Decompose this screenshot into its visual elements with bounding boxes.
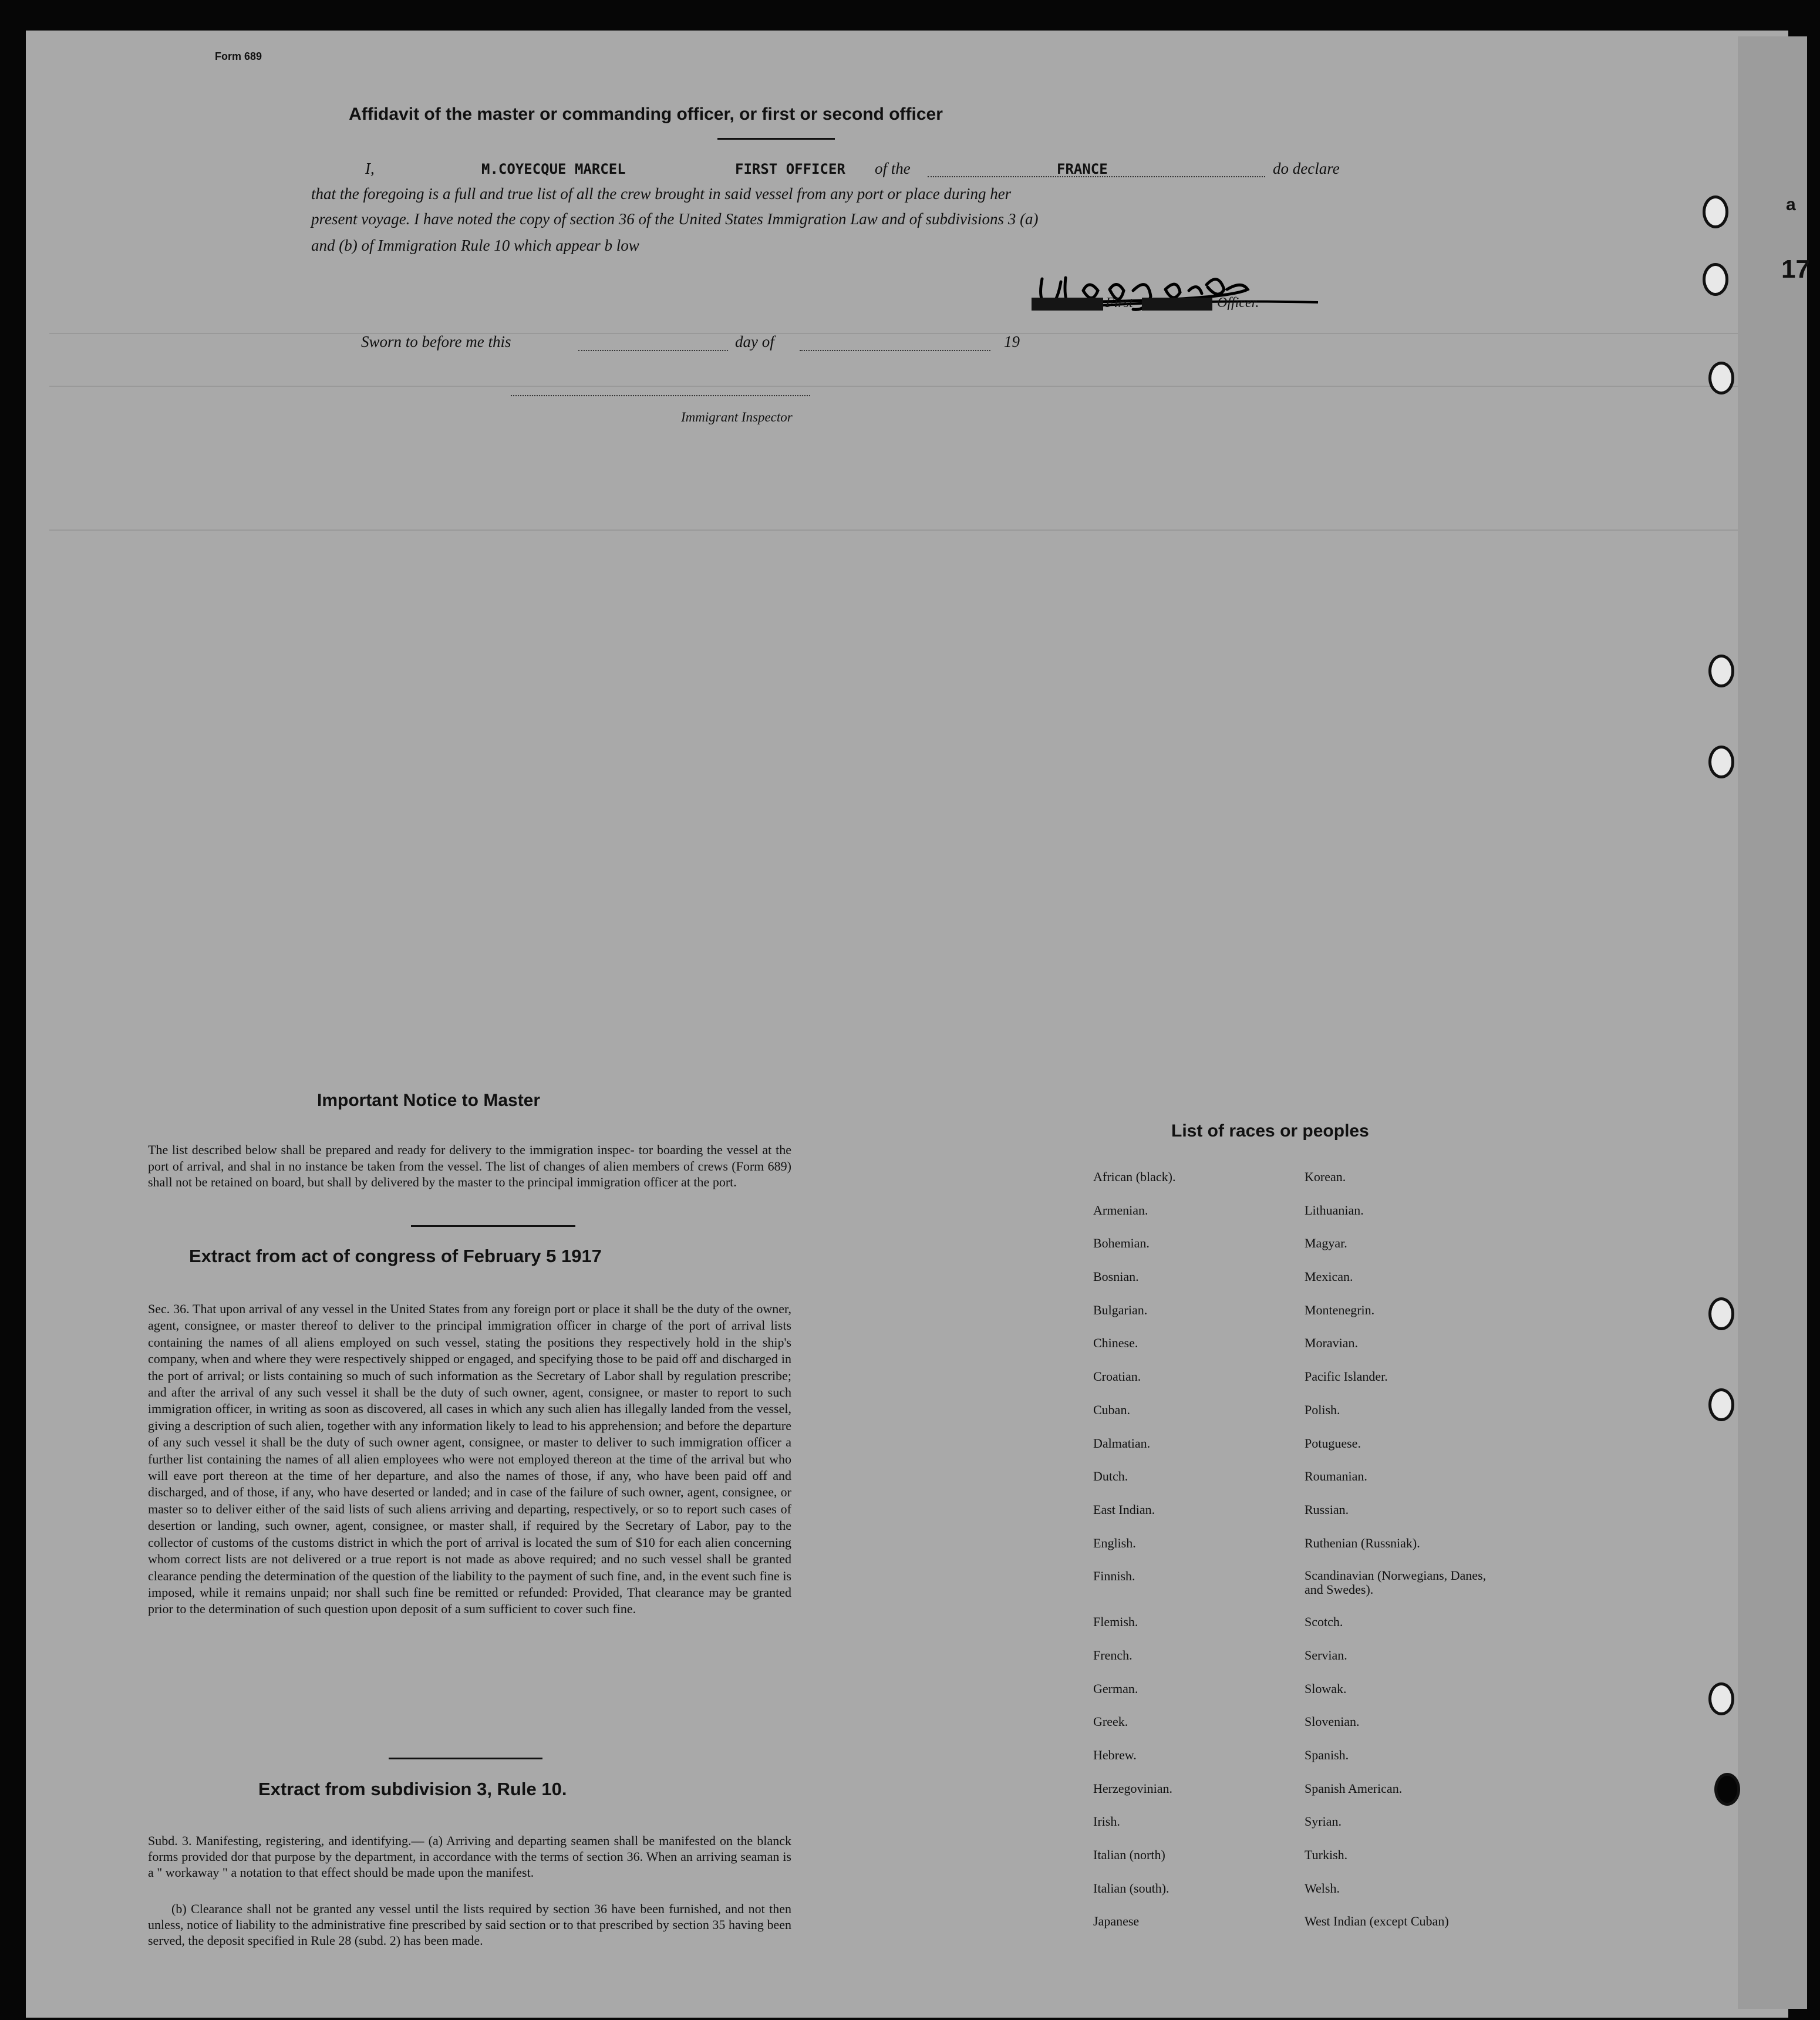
title-underline: [717, 138, 835, 140]
sworn-label: Sworn to before me this: [361, 333, 511, 350]
race-item: Montenegrin.: [1305, 1302, 1375, 1317]
day-of-label: day of: [735, 333, 774, 350]
race-item: Scotch.: [1305, 1614, 1343, 1630]
races-title: List of races or peoples: [1171, 1121, 1369, 1141]
edge-number: 17: [1781, 255, 1810, 284]
notice-text: The list described below shall be prepared and ready for delivery to the immigration inspec- tor boarding the vessel at the port of arrival, and shal in no instance be taken from the vessel. The list of changes of alien members of crews (Form 689) shall not be retained on board, but shall by delivered by the master to the principal immigration officer at the port.: [148, 1142, 791, 1189]
race-item: Italian (south).: [1093, 1880, 1169, 1896]
race-item: East Indian.: [1093, 1502, 1155, 1517]
inspector-caption: Immigrant Inspector: [681, 410, 793, 424]
race-item: Syrian.: [1305, 1814, 1342, 1829]
race-item: Korean.: [1305, 1169, 1346, 1184]
underlying-sheet-edge: [1738, 36, 1810, 2009]
races-list-right: [1305, 1169, 1504, 1947]
race-item: Herzegovinian.: [1093, 1780, 1172, 1796]
race-item: Ruthenian (Russniak).: [1305, 1535, 1420, 1550]
race-item: Servian.: [1305, 1647, 1347, 1662]
affidavit-line-3: present voyage. I have noted the copy of section 36 of the United States Immigration Law and of subdivisions 3 (a): [311, 210, 1039, 228]
year-label: 19: [1004, 333, 1020, 350]
inspector-signature-line: [511, 395, 810, 396]
race-item: Dutch.: [1093, 1469, 1128, 1484]
rule-subd-b: (b) Clearance shall not be granted any vessel until the lists required by section 36 have been furnished, and not then unless, notice of liability to the administrative fine prescribed by said section or to that prescribed by section 35 having been served, the deposit specified in Rule 28 (subd. 2) has been made.: [148, 1901, 791, 1948]
binder-hole-icon: [1703, 263, 1728, 296]
race-item: Slowak.: [1305, 1681, 1347, 1696]
rule-title: Extract from subdivision 3, Rule 10.: [258, 1779, 567, 1799]
affiant-rank: FIRST OFFICER: [735, 161, 845, 177]
edge-letter: a: [1786, 195, 1796, 214]
officer-caption: First: [1106, 295, 1133, 311]
race-item: Scandinavian (Norwegians, Danes, and Swedes).: [1305, 1568, 1487, 1597]
race-item: Cuban.: [1093, 1402, 1130, 1417]
race-item: Spanish American.: [1305, 1780, 1403, 1796]
race-item: Armenian.: [1093, 1202, 1148, 1218]
race-item: English.: [1093, 1535, 1136, 1550]
race-item: Russian.: [1305, 1502, 1349, 1517]
of-the-label: of the: [875, 160, 911, 177]
race-item: Potuguese.: [1305, 1435, 1361, 1451]
bleed-through-rule: [49, 530, 1740, 531]
bleed-through-rule: [49, 333, 1740, 334]
bleed-through-rule: [49, 386, 1740, 387]
officer-suffix: Officer.: [1217, 295, 1259, 311]
race-item: Welsh.: [1305, 1880, 1340, 1896]
race-item: Pacific Islander.: [1305, 1369, 1388, 1384]
race-item: Spanish.: [1305, 1748, 1349, 1762]
affidavit-i-label: I,: [365, 160, 375, 177]
affidavit-line-2: that the foregoing is a full and true list of all the crew brought in said vessel from any port or place during her: [311, 185, 1012, 203]
form-sheet: [26, 31, 1788, 2018]
race-item: Dalmatian.: [1093, 1435, 1151, 1451]
struck-out-text: [1142, 298, 1212, 311]
binder-hole-icon: [1708, 746, 1734, 778]
binder-hole-icon: [1708, 1682, 1734, 1715]
binder-hole-icon: [1708, 1297, 1734, 1330]
sworn-month-line: [800, 350, 990, 351]
officer-signature: [1030, 267, 1324, 320]
race-item: Polish.: [1305, 1402, 1340, 1417]
race-item: Flemish.: [1093, 1614, 1138, 1630]
race-item: Finnish.: [1093, 1569, 1135, 1584]
binder-hole-icon: [1703, 195, 1728, 228]
form-number: Form 689: [215, 50, 262, 62]
race-item: Mexican.: [1305, 1269, 1353, 1284]
affidavit-line-4: and (b) of Immigration Rule 10 which appear b low: [311, 237, 639, 254]
struck-out-text: [1032, 298, 1103, 311]
signature-icon: [1030, 267, 1324, 320]
race-item: Moravian.: [1305, 1336, 1359, 1351]
race-item: French.: [1093, 1647, 1133, 1662]
race-item: West Indian (except Cuban): [1305, 1914, 1449, 1929]
race-item: Lithuanian.: [1305, 1202, 1364, 1218]
race-item: Greek.: [1093, 1714, 1128, 1729]
race-item: Roumanian.: [1305, 1469, 1367, 1484]
sworn-day-line: [578, 350, 728, 351]
race-item: Slovenian.: [1305, 1714, 1360, 1729]
notice-title: Important Notice to Master: [317, 1091, 541, 1110]
affiant-name: M.COYECQUE MARCEL: [481, 161, 626, 177]
vessel-name: FRANCE: [1057, 161, 1108, 177]
act-title: Extract from act of congress of February 5 1917: [189, 1246, 602, 1266]
binder-hole-icon: [1708, 362, 1734, 394]
race-item: Hebrew.: [1093, 1748, 1137, 1762]
binder-hole-icon: [1708, 655, 1734, 687]
race-item: African (black).: [1093, 1169, 1176, 1184]
binder-hole-icon: [1708, 1388, 1734, 1421]
race-item: Bosnian.: [1093, 1269, 1139, 1284]
race-item: German.: [1093, 1681, 1138, 1696]
race-item: Magyar.: [1305, 1236, 1347, 1251]
race-item: Bohemian.: [1093, 1236, 1150, 1251]
races-list-left: [1093, 1169, 1287, 1947]
race-item: Bulgarian.: [1093, 1302, 1148, 1317]
vessel-fill-line: [928, 176, 1265, 177]
race-item: Japanese: [1093, 1914, 1140, 1929]
rule-subd-a: Subd. 3. Manifesting, registering, and identifying.— (a) Arriving and departing seamen shall be manifested on the blanck forms provided dor that purpose by the department, in accordance with the terms of section 36. When an arriving seaman is a " workaway " a notation to that effect should be made upon the manifest.: [148, 1833, 791, 1880]
section-divider: [389, 1758, 542, 1759]
section-divider: [411, 1225, 575, 1227]
act-text: Sec. 36. That upon arrival of any vessel in the United States from any foreign port or place it shall be the duty of the owner, agent, consignee, or master thereof to deliver to the principal immigration officer in charge of the port of arrival lists containing the names of all aliens employed on such vessel, stating the positions they respectively hold in the ship's company, when and where they were respectively shipped or engaged, and specifying those to be paid off and discharged in the port of arrival; or lists containing so much of such information as the Secretary of Labor shall by regulation prescribe; and after the arrival of any such vessel it shall be the duty of such owner, agent, consignee, or master to report to such immigration officer, in writing as soon as discovered, all cases in which any such alien has illegally landed from the vessel, giving a description of such alien, together with any information likely to lead to his apprehension; and before the departure of any such vessel it shall be the duty of such owner agent, consignee, or master to deliver to such immigration officer a further list containing the names of all alien employees who were not employed thereon at the time of the arrival but who will eave port thereon at the time of her departure, and also the names of those, if any, who have been paid off and discharged, and of those, if any, who have deserted or landed; and in case of the failure of such owner, agent, consignee, or master so to deliver either of the said lists of such aliens arriving and departing, respectively, or so to report such cases of desertion or landing, such owner, agent, consignee, or master shall, if required by the Secretary of Labor, pay to the collector of customs of the customs district in which the port of arrival is located the sum of $10 for each alien concerning whom correct lists are not delivered or a true report is not made as above required; and no such vessel shall be granted clearance pending the determination of the question of the liability to the payment of such fine, and, in the event such fine is imposed, while it remains unpaid; nor shall such fine be remitted or refunded: Provided, That clearance may be granted prior to the determination of such question upon deposit of a sum sufficient to cover such fine.: [148, 1301, 791, 1617]
do-declare-label: do declare: [1273, 160, 1340, 177]
race-item: Chinese.: [1093, 1336, 1138, 1351]
binder-hole-icon: [1714, 1773, 1740, 1806]
race-item: Italian (north): [1093, 1847, 1165, 1863]
race-item: Turkish.: [1305, 1847, 1348, 1863]
race-item: Croatian.: [1093, 1369, 1141, 1384]
affidavit-title: Affidavit of the master or commanding officer, or first or second officer: [349, 104, 943, 124]
race-item: Irish.: [1093, 1814, 1120, 1829]
